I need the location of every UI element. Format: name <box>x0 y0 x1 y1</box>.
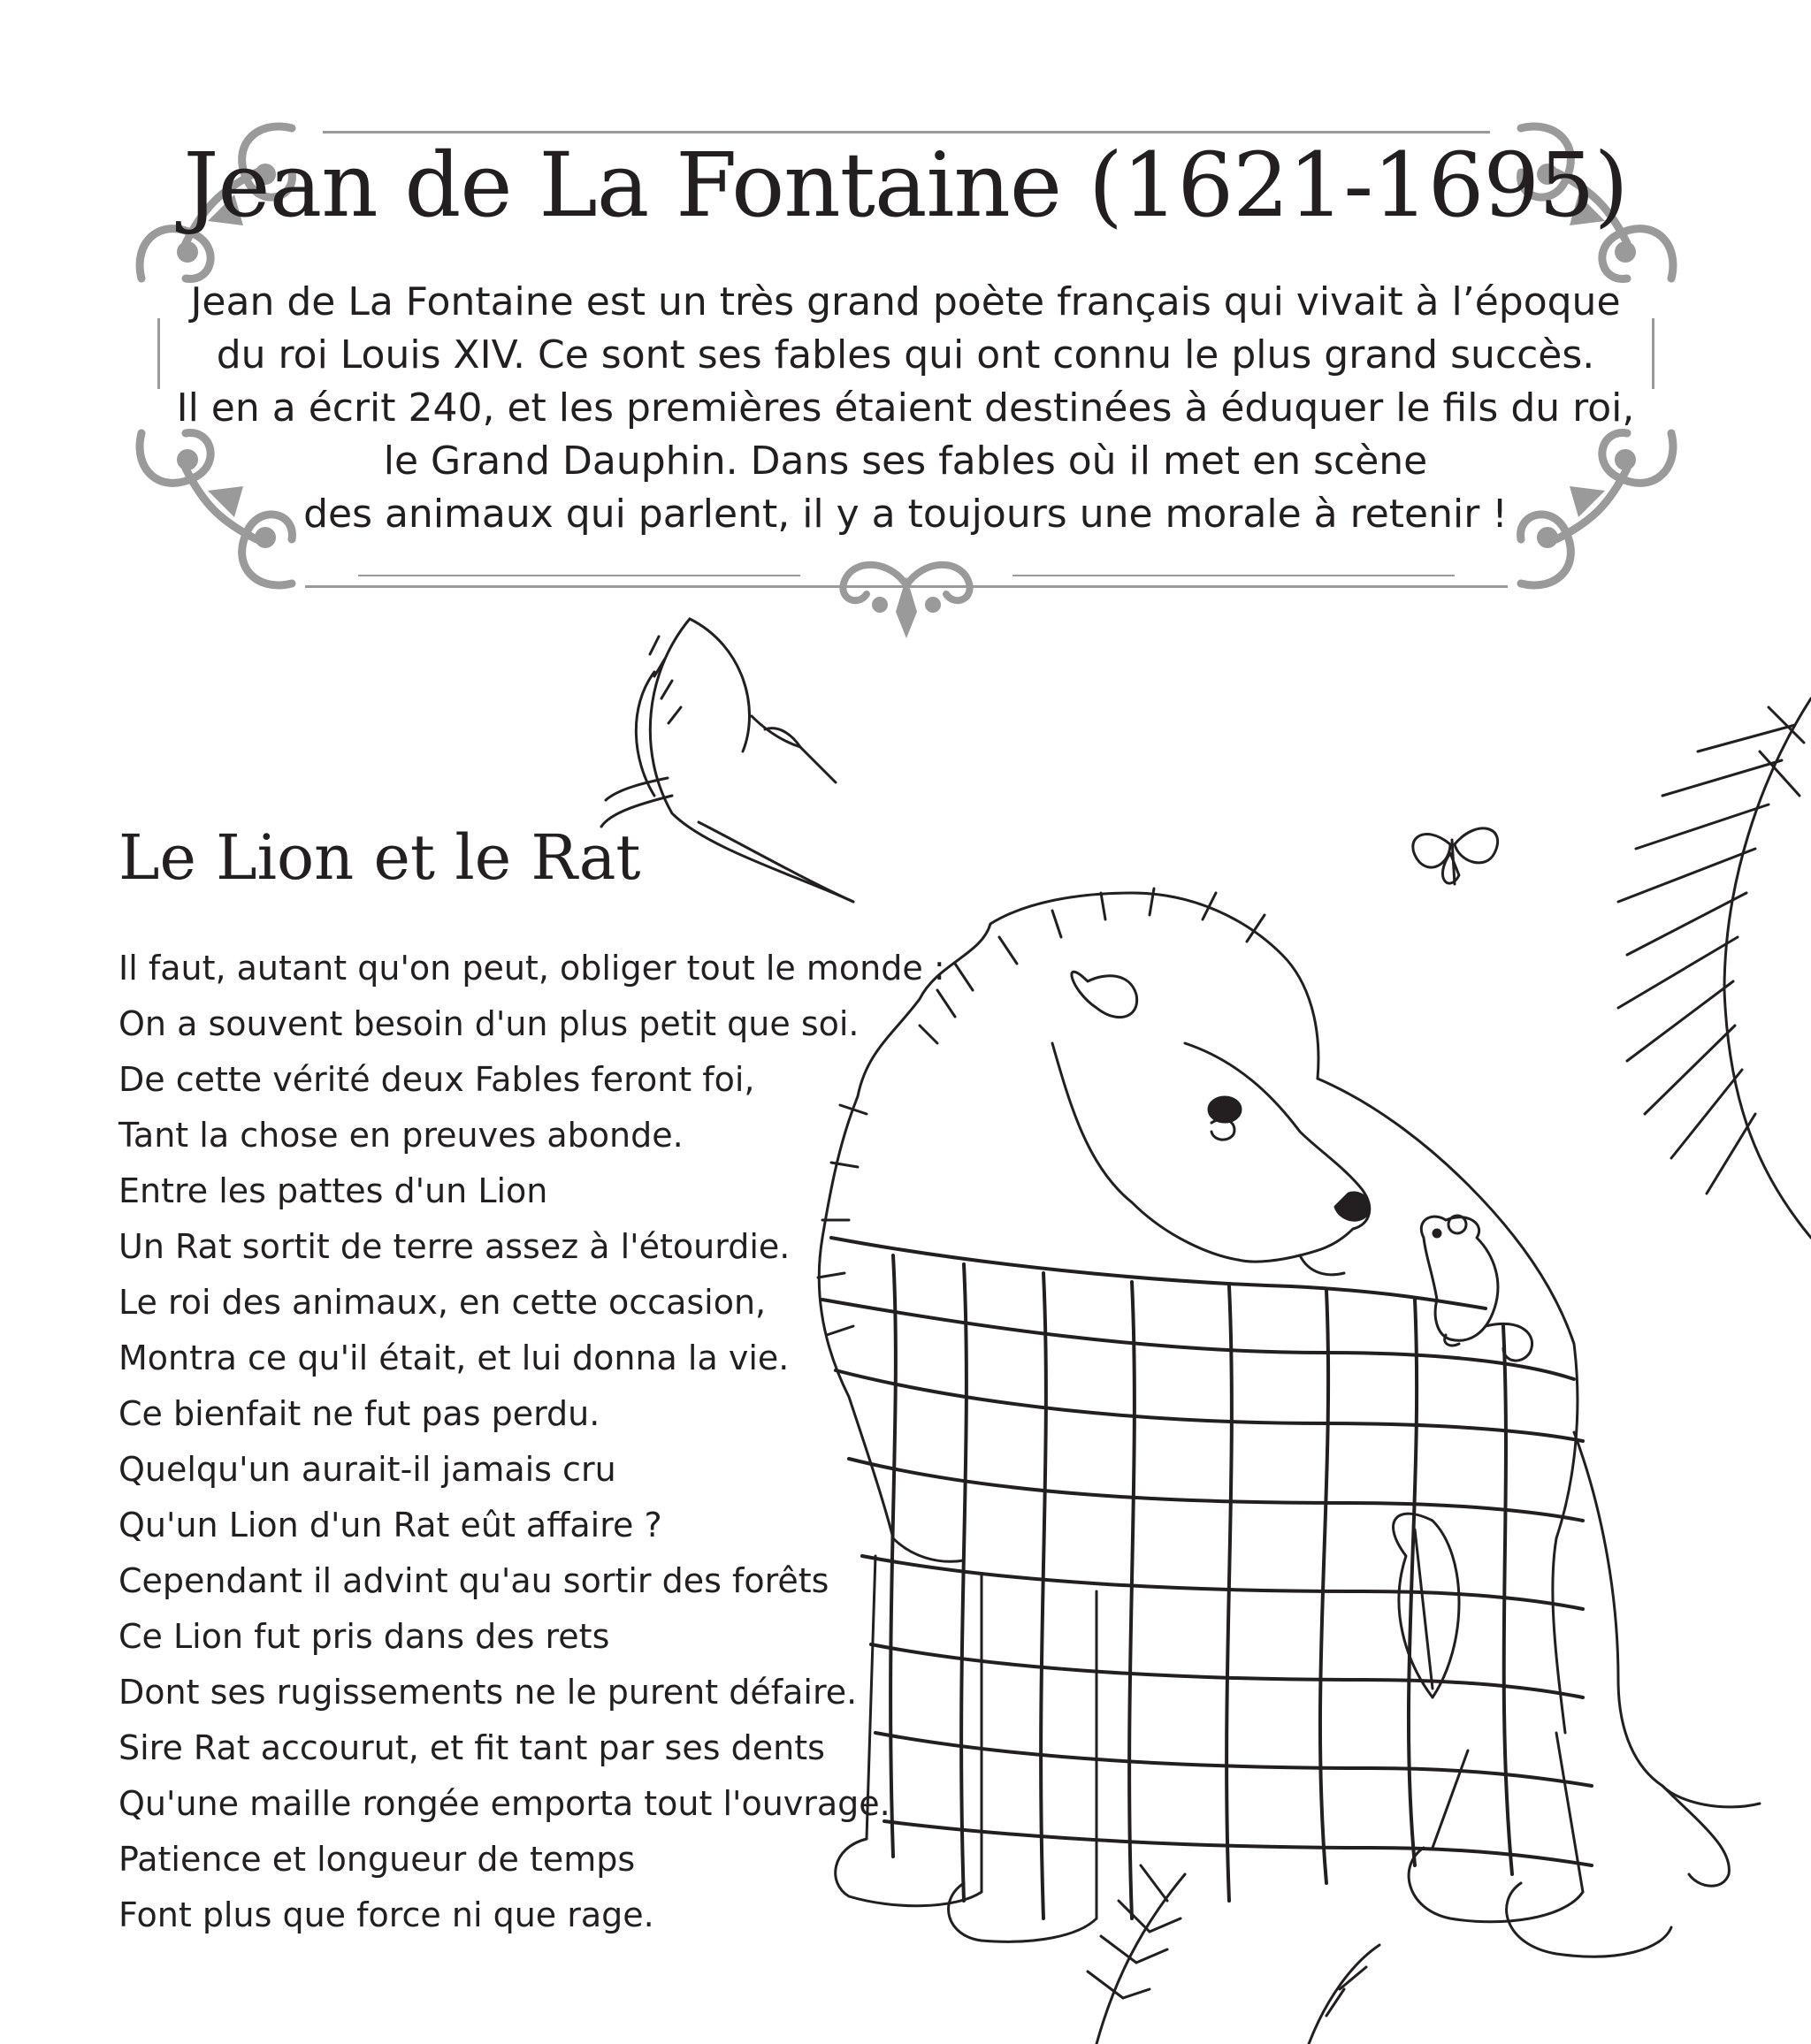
intro-line: Jean de La Fontaine est un très grand poète français qui vivait à l’époque <box>190 279 1621 324</box>
poem-line: Quelqu'un aurait-il jamais cru <box>118 1450 616 1489</box>
butterfly-icon <box>1413 828 1498 884</box>
palm-leaf-icon <box>1618 698 1811 1238</box>
poem-line: Qu'un Lion d'un Rat eût affaire ? <box>118 1506 662 1544</box>
poem-line: Un Rat sortit de terre assez à l'étourdie. <box>118 1227 791 1266</box>
page-title: Jean de La Fontaine (1621-1695) <box>183 133 1628 237</box>
poem-line: Ce bienfait ne fut pas perdu. <box>118 1394 600 1433</box>
intro-line: le Grand Dauphin. Dans ses fables où il met en scène <box>383 439 1428 484</box>
poem-line: On a souvent besoin d'un plus petit que soi. <box>118 1004 860 1043</box>
poem-line: Sire Rat accourut, et fit tant par ses dents <box>118 1728 825 1767</box>
intro-line: des animaux qui parlent, il y a toujours une morale à retenir ! <box>303 492 1508 537</box>
poem-line: De cette vérité deux Fables feront foi, <box>118 1060 755 1099</box>
poem-line: Patience et longueur de temps <box>118 1840 636 1879</box>
poem-line: Font plus que force ni que rage. <box>118 1895 654 1934</box>
poem-line: Ce Lion fut pris dans des rets <box>118 1617 610 1656</box>
poem-line: Qu'une maille rongée emporta tout l'ouvrage. <box>118 1784 890 1823</box>
leaf-icon <box>1394 1514 1459 1697</box>
intro-line: du roi Louis XIV. Ce sont ses fables qui ont connu le plus grand succès. <box>216 332 1595 378</box>
heron-icon <box>601 619 853 902</box>
poem-line: Cependant il advint qu'au sortir des forêts <box>118 1561 829 1600</box>
poem-line: Entre les pattes d'un Lion <box>118 1171 548 1210</box>
poem-line: Dont ses rugissements ne le purent défaire. <box>118 1673 858 1712</box>
net-icon <box>822 1238 1592 1918</box>
intro-line: Il en a écrit 240, et les premières étaient destinées à éduquer le fils du roi, <box>176 385 1635 431</box>
poem-line: Le roi des animaux, en cette occasion, <box>118 1283 767 1322</box>
poem-line: Montra ce qu'il était, et lui donna la vie. <box>118 1339 790 1377</box>
poem-line: Tant la chose en preuves abonde. <box>118 1116 684 1155</box>
fable-title: Le Lion et le Rat <box>118 821 641 894</box>
poem-line: Il faut, autant qu'on peut, obliger tout le monde : <box>118 949 945 988</box>
